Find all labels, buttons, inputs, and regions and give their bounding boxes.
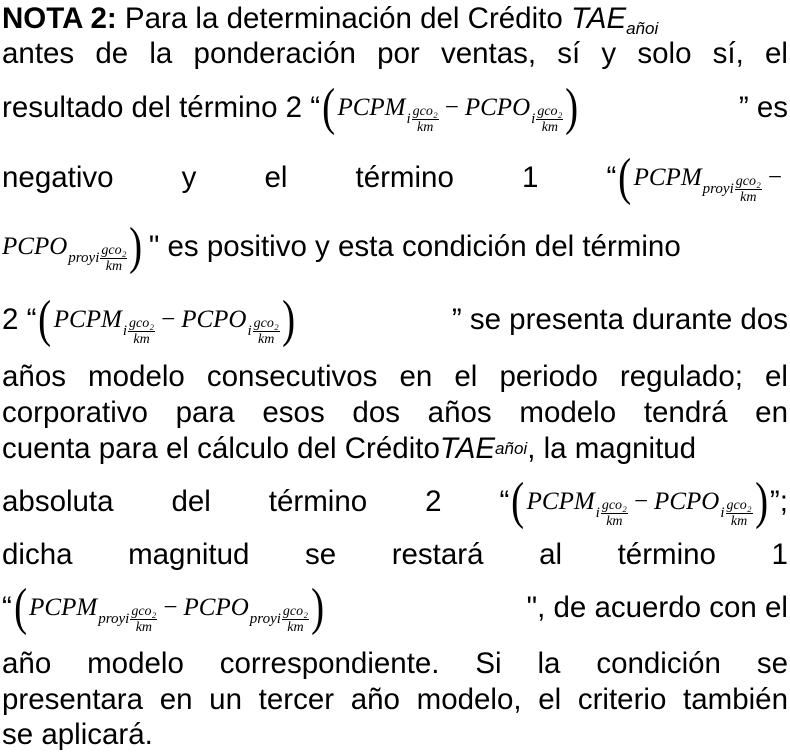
fraction-denominator: km bbox=[740, 189, 757, 205]
subscript-index: i bbox=[122, 323, 127, 339]
pcpm-symbol: PCPM bbox=[633, 164, 702, 191]
fraction-numerator: gco₂ bbox=[282, 603, 308, 619]
line-7 bbox=[2, 360, 788, 394]
fraction-denominator: km bbox=[258, 331, 275, 347]
fraction-denominator: km bbox=[417, 119, 434, 135]
subscript-index: i bbox=[406, 111, 411, 127]
tae-subscript: añoi bbox=[495, 439, 528, 458]
right-paren: ) bbox=[311, 579, 325, 636]
word: 2 bbox=[425, 485, 442, 518]
line-5-text: " es positivo y esta condición del término bbox=[148, 230, 681, 263]
line-3-text-b: ” es bbox=[738, 91, 788, 124]
line-15 bbox=[2, 718, 788, 752]
subscript bbox=[123, 314, 155, 348]
fraction-denominator: km bbox=[606, 513, 623, 529]
left-paren: ( bbox=[322, 79, 336, 136]
word: y bbox=[181, 161, 197, 194]
line-1-text: Para la determinación del Crédito bbox=[116, 2, 571, 35]
line-15-text: se aplicará. bbox=[2, 718, 153, 751]
fraction-numerator: gco₂ bbox=[726, 497, 752, 513]
unit-fraction bbox=[128, 316, 155, 347]
subscript-index: proyi bbox=[249, 611, 281, 627]
line-10 bbox=[2, 472, 788, 532]
subscript-index: proyi bbox=[98, 611, 130, 627]
open-quote: “ bbox=[2, 591, 12, 624]
line-9-text-b: , la magnitud bbox=[527, 432, 697, 465]
fraction-numerator: gco₂ bbox=[412, 103, 438, 119]
unit-fraction bbox=[601, 498, 628, 529]
fraction-denominator: km bbox=[730, 513, 748, 529]
line-7-text: años modelo consecutivos en el periodo regulado; el bbox=[2, 360, 788, 393]
pcpo-symbol: PCPO bbox=[654, 488, 720, 515]
right-paren: ) bbox=[281, 291, 295, 348]
line-12-text: ", de acuerdo con el bbox=[526, 591, 788, 624]
minus-sign: − bbox=[767, 164, 782, 191]
line-4 bbox=[2, 148, 788, 208]
fraction-numerator: gco₂ bbox=[101, 242, 127, 258]
right-paren: ) bbox=[754, 473, 768, 530]
fraction-denominator: km bbox=[541, 119, 559, 135]
left-paren: ( bbox=[13, 579, 27, 636]
subscript bbox=[250, 602, 309, 636]
word: dicha bbox=[2, 538, 73, 571]
subscript bbox=[68, 241, 127, 275]
fraction-numerator: gco₂ bbox=[131, 603, 157, 619]
line-12 bbox=[2, 578, 788, 638]
pcpo-symbol: PCPO bbox=[464, 94, 531, 121]
left-paren: ( bbox=[38, 291, 52, 348]
word: 1 bbox=[521, 161, 539, 194]
minus-sign: − bbox=[163, 594, 178, 621]
word: al bbox=[539, 538, 563, 571]
subscript bbox=[531, 102, 563, 136]
unit-fraction bbox=[726, 498, 753, 529]
subscript bbox=[720, 496, 752, 530]
word: magnitud bbox=[128, 538, 250, 571]
line-14 bbox=[2, 683, 788, 717]
unit-fraction bbox=[130, 604, 157, 635]
subscript bbox=[406, 102, 438, 136]
formula-term-2 bbox=[320, 79, 581, 136]
formula-term-2 bbox=[36, 291, 297, 348]
subscript-index: proyi bbox=[68, 250, 100, 266]
fraction-numerator: gco₂ bbox=[128, 315, 155, 331]
word: del bbox=[171, 485, 211, 518]
unit-fraction bbox=[735, 174, 762, 205]
subscript-index: i bbox=[247, 323, 252, 339]
fraction-numerator: gco₂ bbox=[253, 315, 279, 331]
subscript-index: proyi bbox=[702, 181, 734, 197]
word: se bbox=[304, 538, 337, 571]
line-3-text-a: resultado del término 2 “ bbox=[2, 91, 321, 124]
subscript-index: i bbox=[595, 505, 600, 521]
pcpm-symbol: PCPM bbox=[337, 94, 406, 121]
formula-term-2 bbox=[499, 473, 788, 530]
left-paren: ( bbox=[618, 149, 632, 206]
word: término bbox=[268, 485, 368, 518]
line-8 bbox=[2, 396, 788, 430]
word: restará bbox=[391, 538, 484, 571]
left-paren: ( bbox=[511, 473, 525, 530]
line-13-text: año modelo correspondiente. Si la condición se bbox=[2, 647, 788, 680]
pcpm-symbol: PCPM bbox=[526, 488, 595, 515]
line-8-text: corporativo para esos dos años modelo tendrá en bbox=[2, 396, 788, 429]
line-6-text-a: 2 “ bbox=[2, 303, 37, 336]
formula-term-1 bbox=[2, 579, 326, 636]
open-quote: “ bbox=[499, 485, 510, 518]
tae-term: TAE bbox=[570, 2, 627, 35]
line-3 bbox=[2, 78, 788, 138]
pcpo-symbol: PCPO bbox=[183, 594, 249, 621]
fraction-numerator: gco₂ bbox=[537, 103, 563, 119]
minus-sign: − bbox=[161, 306, 176, 333]
line-6-text-b: ” se presenta durante dos bbox=[451, 303, 788, 336]
note-label: NOTA 2: bbox=[2, 2, 117, 35]
word: el bbox=[264, 161, 288, 194]
right-paren: ) bbox=[565, 79, 579, 136]
tae-subscript: añoi bbox=[626, 19, 659, 38]
fraction-denominator: km bbox=[133, 331, 150, 347]
line-6 bbox=[2, 290, 788, 350]
minus-sign: − bbox=[444, 94, 459, 121]
word: término bbox=[355, 161, 454, 194]
line-13 bbox=[2, 647, 788, 681]
line-2-text: antes de la ponderación por ventas, sí y solo sí, el bbox=[2, 37, 788, 70]
subscript-index: i bbox=[720, 505, 725, 521]
formula-term-1-start bbox=[606, 149, 788, 206]
line-14-text: presentara en un tercer año modelo, el criterio también bbox=[2, 683, 788, 716]
word: término bbox=[617, 538, 716, 571]
unit-fraction bbox=[253, 316, 280, 347]
subscript bbox=[596, 496, 628, 530]
pcpm-symbol: PCPM bbox=[29, 594, 98, 621]
subscript bbox=[247, 314, 279, 348]
subscript bbox=[703, 172, 762, 206]
pcpo-symbol: PCPO bbox=[181, 306, 247, 333]
fraction-denominator: km bbox=[135, 619, 153, 635]
tae-term: TAE bbox=[439, 432, 496, 465]
fraction-denominator: km bbox=[105, 258, 123, 274]
right-paren: ) bbox=[129, 218, 143, 275]
line-9-text-a: cuenta para el cálculo del Crédito bbox=[2, 432, 440, 465]
close-quote: ”; bbox=[769, 485, 788, 518]
line-11 bbox=[2, 538, 788, 572]
unit-fraction bbox=[100, 243, 127, 274]
word: negativo bbox=[2, 161, 114, 194]
line-2 bbox=[2, 37, 788, 71]
subscript bbox=[98, 602, 157, 636]
line-5 bbox=[2, 217, 788, 277]
fraction-numerator: gco₂ bbox=[601, 497, 627, 513]
fraction-numerator: gco₂ bbox=[735, 173, 761, 189]
formula-term-1-end bbox=[2, 218, 145, 275]
open-quote: “ bbox=[606, 161, 617, 194]
line-9 bbox=[2, 432, 788, 466]
subscript-index: i bbox=[531, 111, 536, 127]
pcpo-symbol: PCPO bbox=[2, 233, 68, 260]
minus-sign: − bbox=[633, 488, 649, 515]
pcpm-symbol: PCPM bbox=[53, 306, 122, 333]
unit-fraction bbox=[412, 104, 439, 135]
word: 1 bbox=[771, 538, 788, 571]
unit-fraction bbox=[282, 604, 309, 635]
fraction-denominator: km bbox=[287, 619, 304, 635]
word: absoluta bbox=[2, 485, 114, 518]
unit-fraction bbox=[536, 104, 563, 135]
